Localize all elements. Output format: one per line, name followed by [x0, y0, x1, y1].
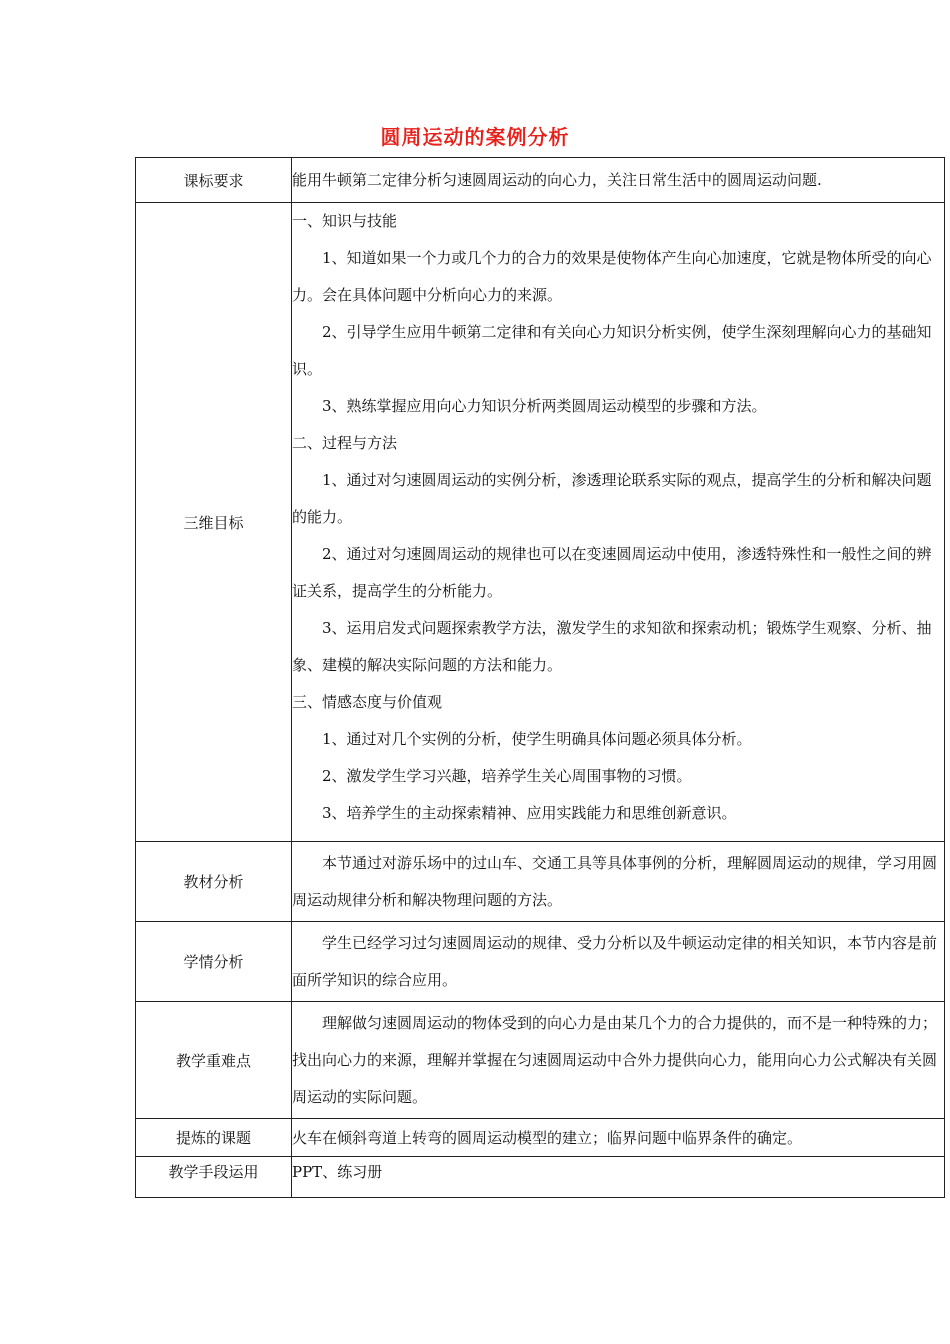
row-content-key-points [292, 1002, 945, 1119]
material-text: 本节通过对游乐场中的过山车、交通工具等具体事例的分析，理解圆周运动的规律，学习用圆周运动规律分析和解决物理问题的方法。 [292, 853, 938, 909]
row-content-students [292, 922, 945, 1002]
row-label-topic: 提炼的课题 [136, 1119, 292, 1157]
table-row-goals [136, 203, 945, 842]
row-label-students: 学情分析 [136, 922, 292, 1002]
row-label-material: 教材分析 [136, 842, 292, 922]
row-content-topic [292, 1119, 945, 1157]
goals-section1-item1: 1、知道如果一个力或几个力的合力的效果是使物体产生向心加速度，它就是物体所受的向心力。会在具体问题中分析向心力的来源。 [292, 249, 932, 304]
goals-section3-item3: 3、培养学生的主动探索精神、应用实践能力和思维创新意识。 [322, 804, 737, 822]
goals-section3-heading: 三、情感态度与价值观 [292, 693, 443, 711]
row-label-means: 教学手段运用 [136, 1157, 292, 1198]
table-row-means [136, 1157, 945, 1198]
table-row-students [136, 922, 945, 1002]
table-row-curriculum [136, 158, 945, 203]
topic-text: 火车在倾斜弯道上转弯的圆周运动模型的建立；临界问题中临界条件的确定。 [292, 1128, 803, 1147]
goals-section2-heading: 二、过程与方法 [292, 434, 398, 452]
table-row-key-points [136, 1002, 945, 1119]
students-text: 学生已经学习过匀速圆周运动的规律、受力分析以及牛顿运动定律的相关知识，本节内容是前面所学知识的综合应用。 [292, 933, 938, 989]
goals-section2-item2: 2、通过对匀速圆周运动的规律也可以在变速圆周运动中使用，渗透特殊性和一般性之间的辨证关系，提高学生的分析能力。 [292, 545, 932, 600]
row-label-curriculum: 课标要求 [136, 158, 292, 203]
row-label-goals: 三维目标 [136, 203, 292, 842]
key-points-text: 理解做匀速圆周运动的物体受到的向心力是由某几个力的合力提供的，而不是一种特殊的力；找出向心力的来源，理解并掌握在匀速圆周运动中合外力提供向心力，能用向心力公式解决有关圆周运动的实际问题。 [292, 1013, 938, 1106]
means-text: PPT、练习册 [292, 1163, 383, 1181]
goals-section2-item1: 1、通过对匀速圆周运动的实例分析，渗透理论联系实际的观点，提高学生的分析和解决问题的能力。 [292, 471, 932, 526]
goals-section3-item2: 2、激发学生学习兴趣，培养学生关心周围事物的习惯。 [322, 767, 692, 785]
goals-section2-item3: 3、运用启发式问题探索教学方法，激发学生的求知欲和探索动机；锻炼学生观察、分析、抽象、建模的解决实际问题的方法和能力。 [292, 619, 932, 674]
row-content-goals [292, 203, 945, 842]
row-content-means [292, 1157, 945, 1198]
table-row-material [136, 842, 945, 922]
row-label-key-points: 教学重难点 [136, 1002, 292, 1119]
goals-section1-item2: 2、引导学生应用牛顿第二定律和有关向心力知识分析实例，使学生深刻理解向心力的基础知识。 [292, 323, 932, 378]
row-content-curriculum [292, 158, 945, 203]
curriculum-text: 能用牛顿第二定律分析匀速圆周运动的向心力，关注日常生活中的圆周运动问题. [292, 171, 822, 189]
document-title: 圆周运动的案例分析 [380, 125, 570, 149]
goals-section1-heading: 一、知识与技能 [292, 212, 398, 230]
row-content-material [292, 842, 945, 922]
goals-section1-item3: 3、熟练掌握应用向心力知识分析两类圆周运动模型的步骤和方法。 [322, 397, 767, 415]
table-row-topic [136, 1119, 945, 1157]
lesson-plan-table [135, 157, 945, 1198]
goals-section3-item1: 1、通过对几个实例的分析，使学生明确具体问题必须具体分析。 [322, 730, 752, 748]
